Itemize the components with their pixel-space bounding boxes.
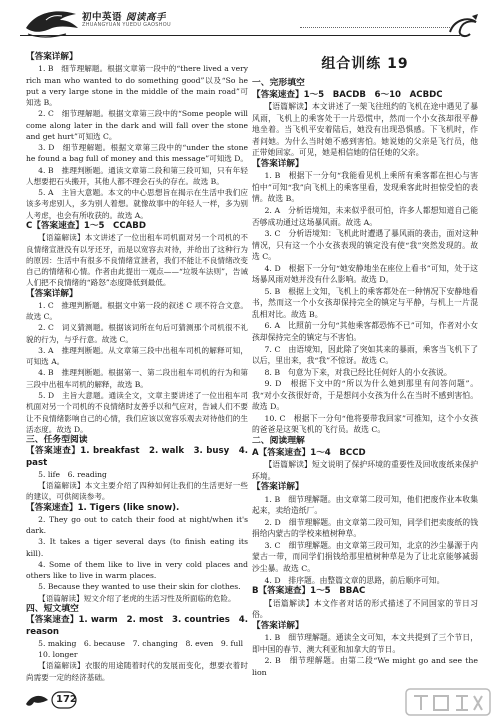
right-column-line: 二、阅读理解 [252, 435, 305, 446]
left-column-line: 4. Some of them like to live in very cold places and others like to live in warm places. [26, 559, 248, 581]
right-column-line: 【语篇解读】本文作者对话的形式描述了不同国家的节日习俗。 [252, 598, 478, 620]
left-column-line: 5. A 主旨大意题。本文的中心思想旨在揭示在生活中我们应该多考虑别人，多为别人着想。就像故事中的年轻人一样，多为别人考虑，也会有所收获的。故选 A。 [26, 188, 248, 220]
right-column-line: 3. C 细节理解题。由文章第三段可知，北京的沙尘暴源于内蒙古一带，而同学们捐钱给那里植树种草是为了让北京能够减弱沙尘暴。故选 C。 [252, 540, 478, 573]
left-column-line: C【答案速查】1～5 CCABD [26, 220, 146, 231]
right-column-line: 7. C 由语境知，因此除了突如其来的暴雨，乘客当飞机下了以后，里出来，我“我”不惊讶。故选 C。 [252, 344, 478, 366]
left-column-line: 4. B 推理判断题。通读文章第二段和第三段可知，只有年轻人想要把石头搬开，其他人都不理会石头的存在。故选 B。 [26, 165, 248, 186]
left-column-line: 5. life 6. reading [38, 469, 107, 479]
page-footer [0, 686, 500, 719]
right-column-line: 4. D 根据下一分句“她安静地坐在座位上看书”可知，处于这场暴风雨对她并没有什么影响。故选 D。 [252, 263, 478, 285]
right-column-line: 【答案详解】 [252, 482, 304, 493]
right-column-line: 【答案详解】 [252, 158, 304, 169]
left-column-line: 5. making 6. because 7. changing 8. even 9. full [38, 638, 244, 648]
right-column-line: 【答案速查】1～5 BACDB 6～10 ACBDC [252, 89, 443, 100]
answer-column-left [26, 52, 248, 683]
left-column-line: 2. They go out to catch their food at night/when it's dark. [26, 514, 248, 536]
header-subtitle: ZHUANGYUAN YUEDU GAOSHOU [82, 22, 171, 28]
right-column-line: 2. D 细节理解题。由文章第二段可知，同学们把卖废纸的钱捐给内蒙古的学校来植树种草。 [252, 517, 478, 539]
left-column-line: 3. It takes a tiger several days (to finish eating its kill). [26, 537, 248, 558]
right-column-line: 1. B 根据下一分句“我能看见机上乘所有乘客都在担心与害怕中”可知“我”向飞机上的乘客里看，发现乘客此时担惊受怕的表情。故选 B。 [252, 171, 478, 204]
right-column-line: 9. D 根据下文中的“所以为什么她到那里有问答问题”。我“对小女孩很好奇，于是想问小女孩为什么在当时不感到害怕。故选 D。 [252, 379, 478, 412]
right-column-line: 【语篇解读】短文说明了保护环境的重要性及回收废纸来保护环境。 [252, 460, 478, 481]
right-column-line: 1. B 细节理解题。通读全文可知，本文共提到了三个节日，即中国的春节、澳大利亚和加拿大的节日。 [252, 633, 478, 654]
watermark-stamp-icon [402, 686, 494, 719]
right-column-line: 6. A 比照前一分句“其他乘客都恐怖不已”可知，作者对小女孩却保持完全的镇定与不害怕。 [252, 321, 478, 343]
right-column-line: 8. B 句意为下来，对我已经比任何好人的小女孩说。 [264, 367, 452, 377]
right-column-line: 2. B 细节理解题。由第二段“We might go and see the lion [252, 656, 478, 677]
left-column-line: 【答案详解】 [26, 52, 78, 62]
right-column-line: B【答案速查】1～5 BBAC [252, 586, 366, 597]
left-column-line: 4. B 推理判断题。根据第一、第二段出租车司机的行为和第三段中出租车司机的解释，故选 B。 [26, 368, 248, 389]
left-column-line: 【答案详解】 [26, 288, 78, 299]
answer-column-right [252, 52, 478, 678]
right-column-line: 10. C 根据下一分句“他将要带我回家”可推知，这个小女孩的爸爸是这架飞机的飞行员。故选 C。 [252, 413, 478, 435]
left-column-line: 3. D 细节理解题。根据文章第三段中的“under the stone he found a bag full of money and this message”可知选 D。 [26, 143, 248, 164]
left-column-line: 5. D 主旨大意题。通读全文，文章主要讲述了一位出租车司机面对另一个司机的不良情绪时友善乎以和气应对，告诫人们不要让不良情绪影响自己的心情，我们应该以宽容乐观去对待他们的生活态度。故选 D。 [26, 390, 248, 434]
right-column-line: 【答案详解】 [252, 620, 304, 631]
left-column-line: 【语篇解读】本文讲述了一位出租车司机面对另一个司机的不良情绪宣泄没有以牙还牙，而是以宽容去对待，并给出了这种行为的原因：生活中有很多不良情绪宣泄者，我们不能让不良情绪改变自己的情绪和心情。作者由此提出一观点——“垃圾车法则”，告诫人们把不良情绪的“路怒”态度降低到最低。 [26, 233, 248, 288]
left-column-line: 【语篇解读】本文主要介绍了四种如何让我们的生活更好一些的建议，可供阅读参考。 [26, 481, 248, 502]
right-column-line: 【语篇解读】本文讲述了一架飞往纽约的飞机在途中遇见了暴风雨，飞机上的乘客处于一片恐慌中，然而一个小女孩却很平静地坐着。当飞机平安着陆后，她没有出现恐惧感。下飞机时，作者问她。为什么当时她不感到害怕。她说她的父亲是飞行员，他正带她回家。可见，她是相信她的信任她的父亲。 [252, 102, 478, 158]
left-column-line: 三、任务型阅读 [26, 435, 88, 446]
left-column-line: 【答案速查】1. Tigers (like snow). [26, 502, 180, 513]
group-title: 组合训练 19 [321, 56, 409, 72]
left-column-line: 2. C 词义猜测题。根据该词所在句后可猜测那个司机很不礼貌的行为，与乎行意。故选 C。 [26, 323, 248, 344]
left-column-line: 四、短文填空 [26, 604, 79, 615]
header-rule [20, 35, 460, 36]
right-column-line: 3. C 分析语境知：飞机此时遭遇了暴风雨的袭击，面对这种情况，只有这一个小女孩表现的镇定没有使“我”突然发现的。故选 C。 [252, 229, 478, 262]
right-column-line: 一、完形填空 [252, 78, 305, 88]
page-number: 172 [56, 694, 77, 705]
left-column-line: 1. C 推理判断题。根据文中第一段的叙述 C 项不符合文意。故选 C。 [26, 300, 248, 322]
right-column-line: 4. D 排序题。由整篇文章的思路，前后顺序可知。 [264, 575, 445, 585]
left-column-line: 【语篇解读】衣服的用途随着时代的发展而变化，想要衣着时尚需要一定的经济基础。 [26, 661, 248, 682]
left-column-line: 1. B 细节理解题。根据文章第一段中的“there lived a very rich man who wanted to do something good”以及“So he put a very large stone in the middle of the main road”可知选 B。 [26, 64, 248, 108]
left-column-line: 【答案速查】1. breakfast 2. walk 3. busy 4. past [26, 446, 248, 468]
left-column-line: 10. longer [38, 650, 78, 660]
right-column-line: 2. A 分析语境知，未来似乎很可怕，许多人都想知道自己能否够成功通过这场暴风雨。故选 A。 [252, 206, 478, 227]
left-column-line: 3. A 推理判断题。从文章第三段中出租车司机的解释可知，可知选 A。 [26, 345, 248, 367]
left-column-line: 2. C 细节理解题。根据文章第三段中的“Some people will come along later in the dark and will fall over the stone and get hurt”可知选 C。 [26, 109, 248, 141]
right-column-line: 1. B 细节理解题。由文章第二段可知，他们把废作业本收集起来，卖给造纸厂。 [252, 494, 478, 516]
header-title: 初中英语 阅读高手 [82, 12, 166, 23]
right-column-line: A【答案速查】1～4 BCCD [252, 447, 366, 458]
swirl-ornament-icon [446, 12, 480, 42]
page-header [0, 0, 500, 48]
right-column-line: 5. B 根据上文知，飞机上的乘客都处在一种情况下安静地看书，然而这一个小女孩却保持完全的镇定与平静，与机上一片混乱相对比。故选 B。 [252, 286, 478, 319]
left-column-line: 【答案速查】1. warm 2. most 3. countries 4. reason [26, 615, 248, 637]
header-dotted-line [300, 27, 450, 28]
left-column-line: 【语篇解读】短文介绍了老虎的生活习性及所面临的危险。 [38, 593, 236, 603]
left-column-line: 5. Because they wanted to use their skin for clothes. [38, 582, 241, 592]
